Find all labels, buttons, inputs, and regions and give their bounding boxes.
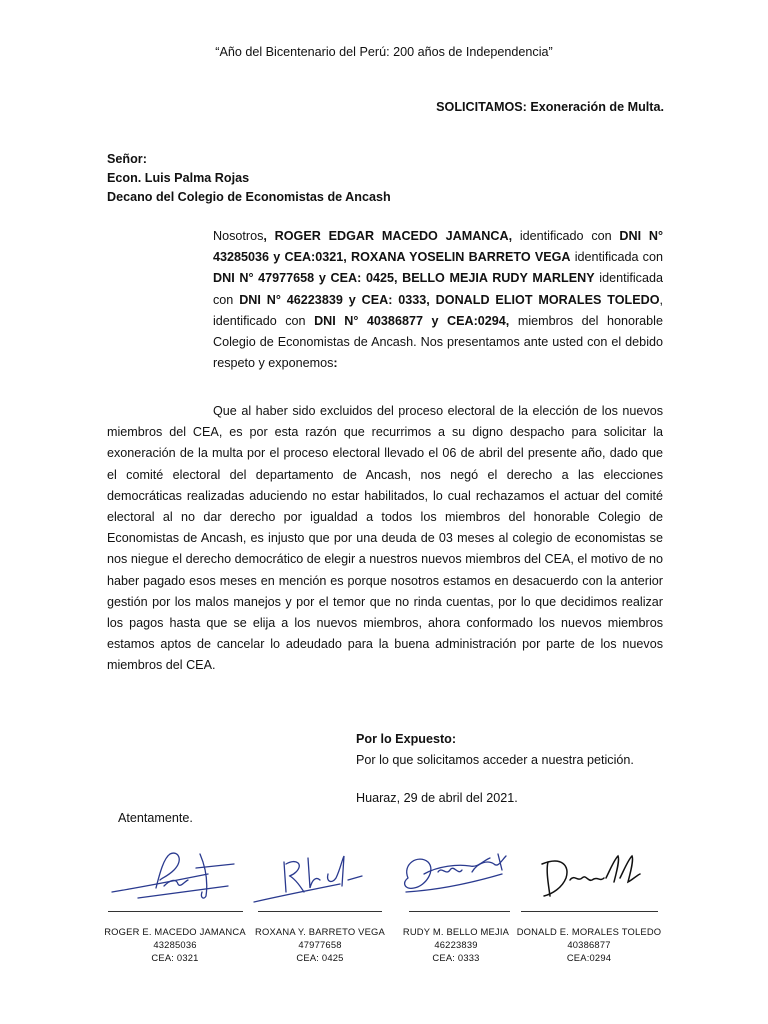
intro-bold-3: DNI N° 47977658 y CEA: 0425, BELLO MEJIA RUDY MARLENY	[213, 271, 595, 286]
salutation: Señor:	[107, 152, 147, 166]
intro-text-2: identificado con	[512, 229, 620, 243]
signatory-cea: CEA: 0425	[296, 952, 344, 963]
intro-bold-5: DNI N° 40386877 y CEA:0294,	[314, 313, 510, 328]
signatory-name: RUDY M. BELLO MEJIA	[402, 926, 510, 937]
intro-text-6: miembros del honorable Colegio de Economistas de Ancash. Nos presentamos ante usted con el debido respeto y exponemos	[213, 313, 663, 371]
intro-text-3: identificada con	[570, 250, 663, 265]
signatory-block	[104, 925, 246, 964]
signature-image-macedo	[108, 848, 248, 904]
intro-text-4: identificada con	[213, 271, 663, 307]
signatory-dni: 47977658	[298, 939, 342, 950]
request-subject: SOLICITAMOS: Exoneración de Multa.	[436, 100, 664, 114]
document-motto: “Año del Bicentenario del Perú: 200 años de Independencia”	[215, 45, 553, 59]
signatory-cea: CEA: 0321	[151, 952, 199, 963]
signatory-name: ROGER E. MACEDO JAMANCA	[104, 926, 246, 937]
signature-image-bello	[398, 848, 518, 904]
body-text: Que al haber sido excluidos del proceso electoral de la elección de los nuevos miembros del CEA, es por esta razón que recurrimos a su digno despacho para solicitar la exoneración de la multa por el proceso electoral llevado el 06 de abril del presente año, dado que el comité electoral del departamento de Ancash, nos negó el derecho a las elecciones democráticas realizadas aduciendo no estar habilitados, lo cual rechazamos el actuar del comité electoral al no dar derecho por igualdad a todos los miembros del honorable Colegio de Economistas de Ancash, es injusto que por una deuda de 03 meses al colegio de economistas se nos niegue el derecho democrático de elegir a nuestros nuevos miembros del CEA, el motivo de no haber pagado esos meses en mención es porque nosotros estamos en desacuerdo con la anterior gestión por los malos manejos y por el temor que no rinda cuentas, por lo que decidimos realizar los pagos hasta que se elija a los nuevos miembros, ahora conformado los nuevos miembros estamos aptos de cancelar lo adeudado para la buena administración por parte de los nuevos miembros del CEA.	[107, 404, 663, 673]
signatory-cea: CEA: 0333	[432, 952, 480, 963]
intro-bold-4: DNI N° 46223839 y CEA: 0333, DONALD ELIOT MORALES TOLEDO	[239, 292, 660, 307]
signatory-cea: CEA:0294	[566, 952, 612, 963]
intro-text-5: , identificado con	[213, 292, 663, 328]
signatory-dni: 43285036	[153, 939, 197, 950]
intro-bold-1: , ROGER EDGAR MACEDO JAMANCA,	[263, 229, 513, 243]
recipient-title: Decano del Colegio de Economistas de Ancash	[107, 190, 391, 204]
recipient-block	[107, 150, 391, 207]
body-paragraph	[107, 401, 663, 677]
signature-line-morales	[521, 911, 658, 912]
closing-block	[356, 729, 634, 771]
signatory-block	[254, 925, 386, 964]
signature-image-morales	[536, 852, 646, 904]
signatory-name: DONALD E. MORALES TOLEDO	[516, 926, 662, 937]
intro-paragraph	[213, 226, 663, 374]
signature-image-barreto	[250, 850, 380, 906]
signature-line-barreto	[258, 911, 382, 912]
intro-bold-6: :	[333, 356, 338, 371]
signatory-dni: 46223839	[434, 939, 478, 950]
signature-line-macedo	[108, 911, 243, 912]
date-line: Huaraz, 29 de abril del 2021.	[356, 791, 518, 805]
signatory-block	[516, 925, 662, 964]
signatory-dni: 40386877	[567, 939, 611, 950]
signature-line-bello	[409, 911, 510, 912]
closing-heading: Por lo Expuesto:	[356, 732, 457, 746]
intro-bold-2: DNI N° 43285036 y CEA:0321, ROXANA YOSELIN BARRETO VEGA	[213, 229, 663, 265]
signatory-block	[396, 925, 516, 964]
intro-text-1: Nosotros	[213, 229, 264, 243]
signatory-name: ROXANA Y. BARRETO VEGA	[255, 926, 385, 937]
recipient-name: Econ. Luis Palma Rojas	[107, 171, 250, 185]
closing-line: Por lo que solicitamos acceder a nuestra petición.	[356, 753, 634, 767]
regards-text: Atentamente.	[118, 811, 193, 825]
